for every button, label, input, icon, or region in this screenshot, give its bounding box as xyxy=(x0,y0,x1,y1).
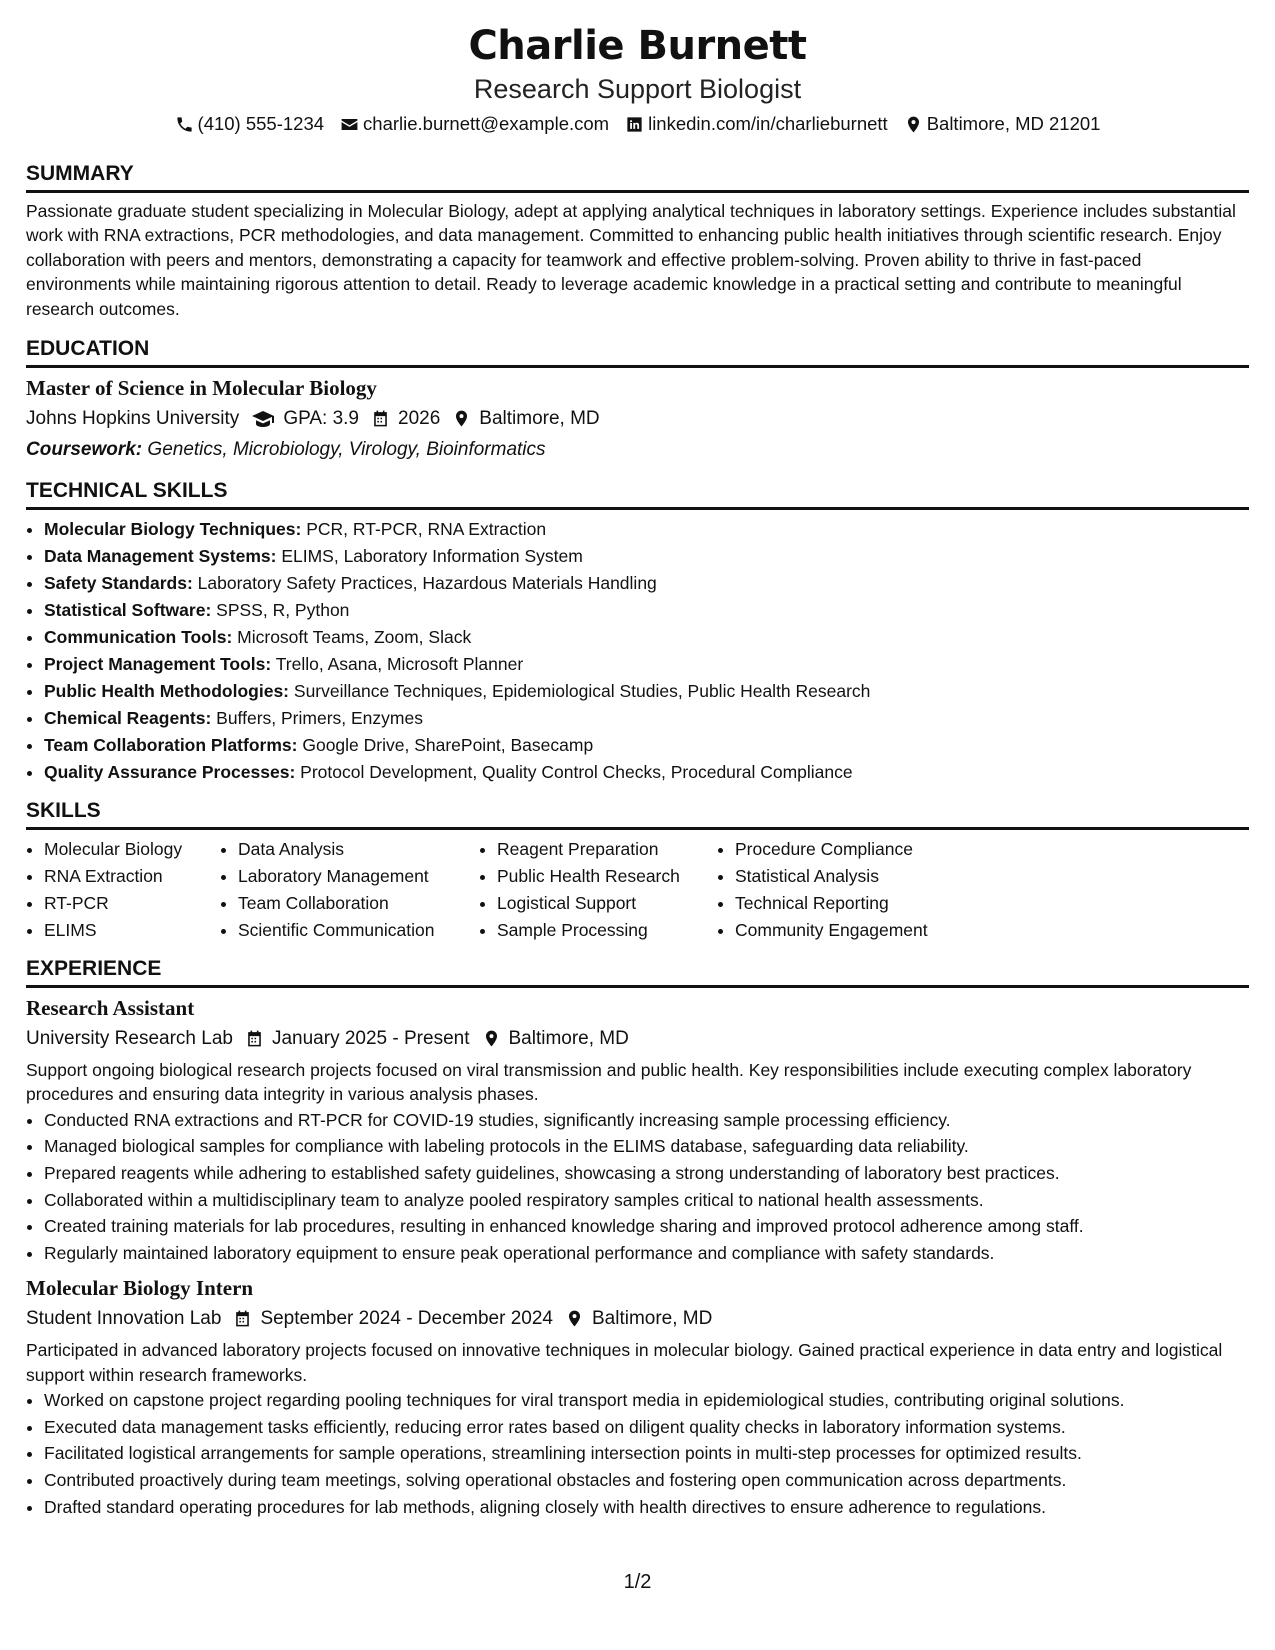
school-text: Johns Hopkins University xyxy=(26,408,240,430)
list-item: • Regularly maintained laboratory equipment to ensure peak operational performance and compliance with safety standards. xyxy=(44,1240,1249,1267)
envelope-icon xyxy=(340,115,359,134)
graduation-cap-icon xyxy=(251,407,275,431)
map-pin-icon xyxy=(482,1029,501,1048)
coursework-label: Coursework: xyxy=(26,439,143,461)
list-item: • Facilitated logistical arrangements for sample operations, streamlining intersection points in multi-step processes for optimized results. xyxy=(44,1440,1249,1467)
gpa-item xyxy=(251,403,359,434)
list-item: • Laboratory Management xyxy=(238,863,479,890)
resume-header xyxy=(26,20,1249,138)
experience-heading: EXPERIENCE xyxy=(26,955,1249,988)
contact-linkedin[interactable] xyxy=(625,110,888,138)
skill-value: SPSS, R, Python xyxy=(216,600,350,621)
job-title: Research Assistant xyxy=(26,996,195,1021)
calendar-icon xyxy=(233,1309,252,1328)
list-item xyxy=(44,759,1249,786)
list-item: • Scientific Communication xyxy=(238,917,479,944)
job-bullets xyxy=(26,1107,1249,1267)
job-org-text: Student Innovation Lab xyxy=(26,1308,222,1330)
skill-label: Data Management Systems: xyxy=(44,546,277,567)
skill-label: Team Collaboration Platforms: xyxy=(44,735,298,756)
coursework-text: Genetics, Microbiology, Virology, Bioinformatics xyxy=(147,439,546,461)
calendar-icon xyxy=(245,1029,264,1048)
skill-value: ELIMS, Laboratory Information System xyxy=(281,546,583,567)
calendar-icon xyxy=(371,409,390,428)
resume-page xyxy=(26,20,1249,1528)
linkedin-icon xyxy=(625,115,644,134)
list-item: • Managed biological samples for compliance with labeling protocols in the ELIMS database, safeguarding data reliability. xyxy=(44,1133,1249,1160)
technical-skills-heading: TECHNICAL SKILLS xyxy=(26,477,1249,510)
job-meta xyxy=(26,1303,1249,1334)
skill-value: PCR, RT-PCR, RNA Extraction xyxy=(306,519,547,540)
list-item: • Community Engagement xyxy=(735,917,995,944)
location-text: Baltimore, MD 21201 xyxy=(926,113,1101,134)
list-item: • Data Analysis xyxy=(238,836,479,863)
job-dates-text: January 2025 - Present xyxy=(271,1028,470,1050)
candidate-name: Charlie Burnett xyxy=(468,23,807,69)
year-item xyxy=(371,403,440,434)
map-pin-icon xyxy=(565,1309,584,1328)
skill-label: Molecular Biology Techniques: xyxy=(44,519,302,540)
contact-email[interactable] xyxy=(340,110,609,138)
list-item: • RNA Extraction xyxy=(44,863,220,890)
list-item xyxy=(44,624,1249,651)
summary-section xyxy=(26,160,1249,321)
job-location xyxy=(565,1303,712,1334)
list-item: • Prepared reagents while adhering to established safety guidelines, showcasing a strong understanding of laboratory best practices. xyxy=(44,1160,1249,1187)
skill-label: Statistical Software: xyxy=(44,600,212,621)
list-item xyxy=(44,570,1249,597)
contact-location xyxy=(904,110,1101,138)
contact-bar xyxy=(26,110,1249,138)
experience-section xyxy=(26,955,1249,1520)
phone-icon xyxy=(175,115,194,134)
job-description: Participated in advanced laboratory projects focused on innovative techniques in molecular biology. Gained practical experience in data entry and logistical support within research frameworks. xyxy=(26,1340,1223,1385)
skills-column-1 xyxy=(26,836,220,944)
skill-value: Trello, Asana, Microsoft Planner xyxy=(275,654,524,675)
school-name xyxy=(26,403,239,434)
job-entry xyxy=(26,1274,1249,1520)
skill-label: Chemical Reagents: xyxy=(44,708,212,729)
list-item: • Collaborated within a multidisciplinary team to analyze pooled respiratory samples critical to national health assessments. xyxy=(44,1187,1249,1214)
list-item: • Sample Processing xyxy=(497,917,717,944)
job-description: Support ongoing biological research projects focused on viral transmission and public health. Key responsibilities include executing complex laboratory procedures and ensuring data integrity in various analysis phases. xyxy=(26,1060,1192,1105)
job-dates-text: September 2024 - December 2024 xyxy=(260,1308,553,1330)
job-org xyxy=(26,1023,233,1054)
skill-value: Google Drive, SharePoint, Basecamp xyxy=(302,735,594,756)
map-pin-icon xyxy=(452,409,471,428)
skill-value: Laboratory Safety Practices, Hazardous Materials Handling xyxy=(197,573,657,594)
page-number: 1/2 xyxy=(623,1571,652,1593)
skill-label: Public Health Methodologies: xyxy=(44,681,290,702)
job-dates xyxy=(245,1023,470,1054)
job-dates xyxy=(233,1303,553,1334)
list-item: • Molecular Biology xyxy=(44,836,220,863)
technical-skills-list xyxy=(26,516,1249,786)
skills-heading: SKILLS xyxy=(26,797,1249,830)
skills-column-3 xyxy=(479,836,717,944)
list-item: • Procedure Compliance xyxy=(735,836,995,863)
summary-heading: SUMMARY xyxy=(26,160,1249,193)
list-item: • Reagent Preparation xyxy=(497,836,717,863)
job-location-text: Baltimore, MD xyxy=(508,1028,629,1050)
list-item: • Team Collaboration xyxy=(238,890,479,917)
list-item: • Public Health Research xyxy=(497,863,717,890)
list-item xyxy=(44,651,1249,678)
job-meta xyxy=(26,1023,1249,1054)
list-item: • ELIMS xyxy=(44,917,220,944)
job-org-text: University Research Lab xyxy=(26,1028,233,1050)
job-org xyxy=(26,1303,221,1334)
linkedin-text: linkedin.com/in/charlieburnett xyxy=(648,113,888,134)
skills-section xyxy=(26,797,1249,944)
year-text: 2026 xyxy=(398,408,441,430)
technical-skills-section xyxy=(26,477,1249,786)
degree-title: Master of Science in Molecular Biology xyxy=(26,376,377,401)
skill-label: Project Management Tools: xyxy=(44,654,272,675)
phone-text: (410) 555-1234 xyxy=(197,113,325,134)
list-item xyxy=(44,516,1249,543)
skill-value: Surveillance Techniques, Epidemiological Studies, Public Health Research xyxy=(293,681,871,702)
list-item: • Statistical Analysis xyxy=(735,863,995,890)
skill-label: Quality Assurance Processes: xyxy=(44,762,296,783)
list-item: • Logistical Support xyxy=(497,890,717,917)
skill-label: Communication Tools: xyxy=(44,627,233,648)
education-heading: EDUCATION xyxy=(26,335,1249,368)
list-item: • Executed data management tasks efficiently, reducing error rates based on diligent quality checks in laboratory information systems. xyxy=(44,1414,1249,1441)
contact-phone[interactable] xyxy=(175,110,325,138)
skill-value: Microsoft Teams, Zoom, Slack xyxy=(237,627,472,648)
job-location xyxy=(482,1023,629,1054)
list-item: • Contributed proactively during team meetings, solving operational obstacles and fostering open communication across departments. xyxy=(44,1467,1249,1494)
job-entry xyxy=(26,994,1249,1266)
education-section xyxy=(26,335,1249,465)
skill-label: Safety Standards: xyxy=(44,573,193,594)
list-item: • Drafted standard operating procedures for lab methods, aligning closely with health directives to ensure adherence to regulations. xyxy=(44,1494,1249,1521)
list-item: • RT-PCR xyxy=(44,890,220,917)
job-title: Molecular Biology Intern xyxy=(26,1276,254,1301)
candidate-title: Research Support Biologist xyxy=(473,74,802,104)
list-item xyxy=(44,597,1249,624)
edu-location-text: Baltimore, MD xyxy=(479,408,600,430)
skill-value: Buffers, Primers, Enzymes xyxy=(216,708,423,729)
skills-column-2 xyxy=(220,836,479,944)
edu-location-item xyxy=(452,403,599,434)
list-item xyxy=(44,678,1249,705)
list-item: • Created training materials for lab procedures, resulting in enhanced knowledge sharing and improved protocol adherence among staff. xyxy=(44,1213,1249,1240)
skills-grid xyxy=(26,836,1249,944)
skills-column-4 xyxy=(717,836,995,944)
map-pin-icon xyxy=(904,115,923,134)
gpa-text: GPA: 3.9 xyxy=(283,408,359,430)
summary-text: Passionate graduate student specializing in Molecular Biology, adept at applying analytical techniques in laboratory settings. Experience includes substantial work with RNA extractions, PCR methodologies, and data management. Committed to enhancing public health initiatives through scientific research. Enjoy collaboration with peers and mentors, demonstrating a capacity for teamwork and effective problem-solving. Proven ability to thrive in fast-paced environments while maintaining rigorous attention to detail. Ready to leverage academic knowledge in a practical setting and contribute to meaningful research outcomes. xyxy=(26,201,1236,319)
education-meta xyxy=(26,403,1249,434)
list-item xyxy=(44,543,1249,570)
list-item xyxy=(44,705,1249,732)
list-item xyxy=(44,732,1249,759)
list-item: • Conducted RNA extractions and RT-PCR for COVID-19 studies, significantly increasing sample processing efficiency. xyxy=(44,1107,1249,1134)
coursework-line xyxy=(26,434,1249,465)
list-item: • Worked on capstone project regarding pooling techniques for viral transport media in epidemiological studies, contributing original solutions. xyxy=(44,1387,1249,1414)
list-item: • Technical Reporting xyxy=(735,890,995,917)
job-location-text: Baltimore, MD xyxy=(592,1308,713,1330)
job-bullets xyxy=(26,1387,1249,1520)
skill-value: Protocol Development, Quality Control Checks, Procedural Compliance xyxy=(300,762,853,783)
email-text: charlie.burnett@example.com xyxy=(363,113,610,134)
